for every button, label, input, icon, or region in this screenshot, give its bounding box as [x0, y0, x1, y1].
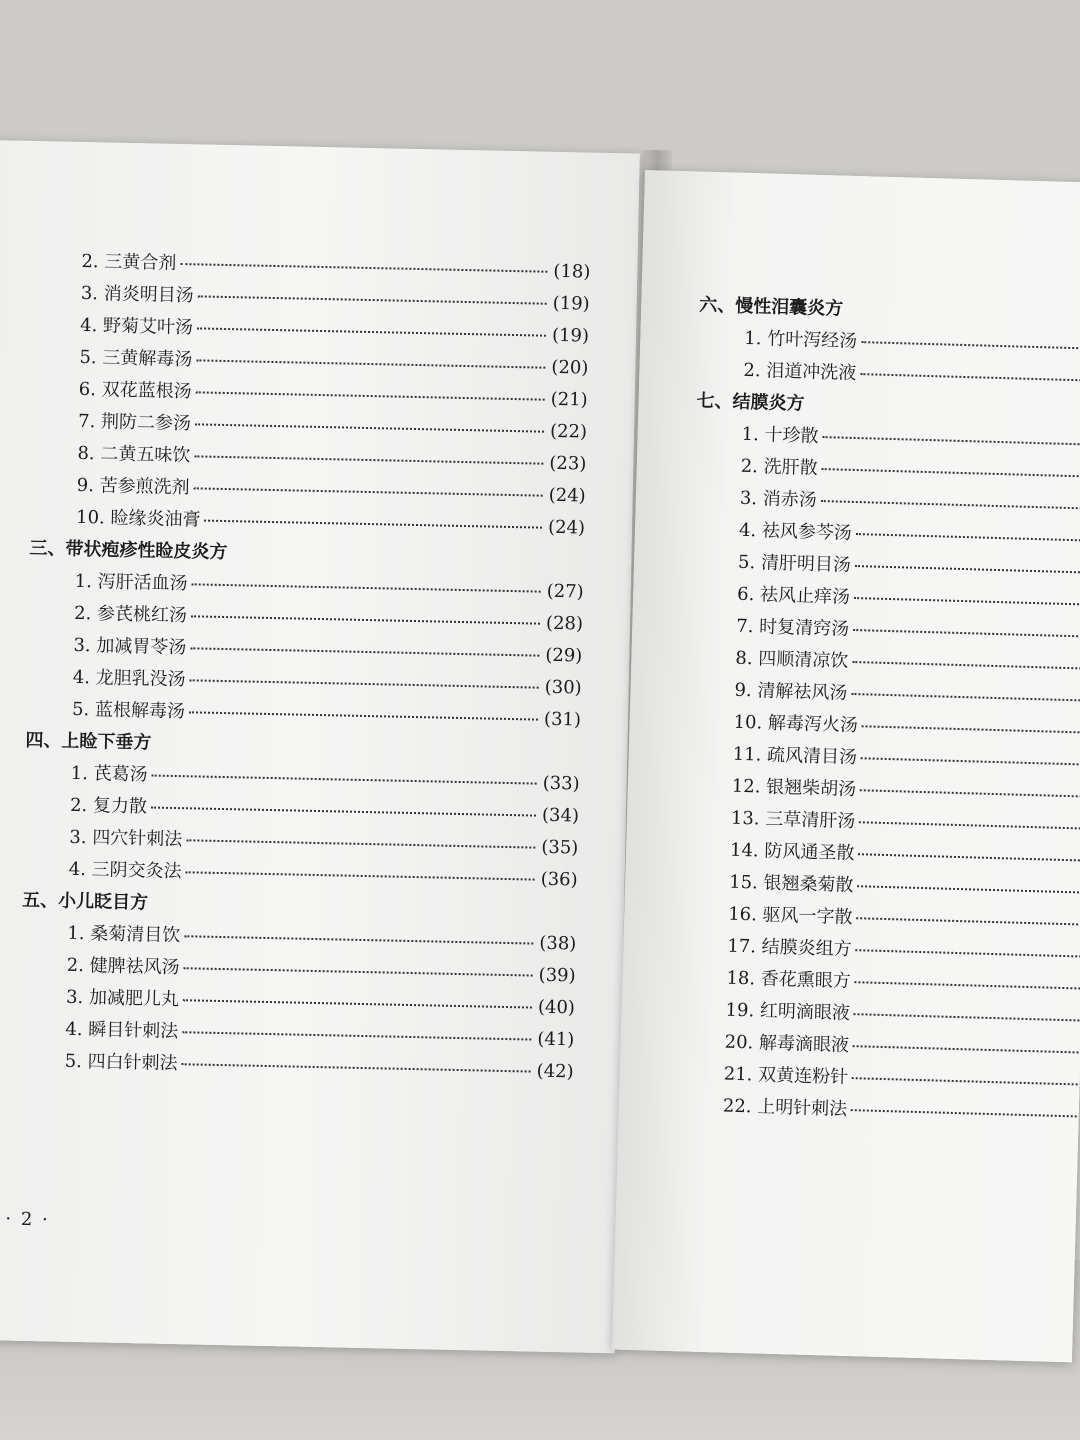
toc-page-number: (28) [545, 612, 584, 635]
toc-page-number: (38) [539, 932, 577, 955]
toc-entry-title: 14. 防风通圣散 [729, 839, 855, 865]
dot-leader [182, 1063, 531, 1072]
dot-leader [860, 373, 1080, 383]
toc-entry-title: 5. 蓝根解毒汤 [71, 698, 186, 723]
dot-leader [183, 999, 532, 1008]
dot-leader [857, 917, 1080, 927]
toc-page-number: (41) [537, 1028, 575, 1051]
page-number: · 2 · [5, 1208, 50, 1231]
dot-leader [151, 807, 536, 817]
toc-entry-title: 1. 竹叶泻经汤 [744, 327, 858, 352]
dot-leader [196, 359, 545, 368]
toc-entry-title: 3. 消炎明目汤 [80, 282, 194, 307]
dot-leader [184, 967, 533, 976]
dot-leader [192, 583, 541, 592]
dot-leader [851, 1109, 1080, 1119]
toc-entry-title: 2. 泪道冲洗液 [743, 359, 857, 384]
dot-leader [856, 533, 1080, 543]
toc-page-number: (19) [551, 324, 590, 347]
toc-page-number: (24) [548, 484, 586, 507]
dot-leader [851, 693, 1080, 703]
toc-page-number: (33) [542, 772, 580, 795]
dot-leader [853, 629, 1080, 639]
toc-entry-title: 9. 苦参煎洗剂 [76, 474, 190, 499]
toc-entry-title: 5. 四白针刺法 [64, 1050, 178, 1075]
dot-leader [859, 821, 1080, 831]
toc-entry-title: 4. 三阴交灸法 [68, 858, 182, 883]
toc-page-number: (23) [549, 452, 587, 475]
toc-entry-title: 15. 银翘桑菊散 [728, 871, 854, 897]
toc-entry-title: 3. 加减肥儿丸 [65, 986, 180, 1011]
toc-entry-title: 2. 健脾祛风汤 [66, 954, 180, 979]
toc-entry-title: 13. 三草清肝汤 [730, 807, 856, 833]
toc-entry-title: 22. 上明针刺法 [722, 1095, 848, 1121]
toc-entry-title: 4. 野菊艾叶汤 [79, 314, 194, 339]
toc-entry-title: 3. 四穴针刺法 [69, 826, 183, 851]
dot-leader [194, 487, 543, 496]
dot-leader [855, 565, 1080, 575]
toc-page-number: (42) [536, 1060, 574, 1083]
toc-entry-title: 1. 桑菊清目饮 [67, 922, 181, 947]
dot-leader [197, 327, 546, 336]
toc-page-number: (18) [553, 260, 591, 283]
toc-entry-title: 三、带状疱疹性睑皮炎方 [29, 537, 228, 564]
toc-entry-title: 10. 解毒泻火汤 [733, 711, 859, 737]
toc-page-number: (22) [549, 420, 588, 443]
toc-entry-title: 6. 祛风止痒汤 [736, 583, 851, 608]
toc-page-number: (29) [545, 644, 583, 667]
dot-leader [198, 295, 547, 304]
dot-leader [853, 1045, 1080, 1055]
toc-entry-title: 16. 驱风一字散 [727, 903, 853, 929]
toc-entry-title: 2. 复力散 [69, 794, 148, 818]
toc-entry-title: 11. 疏风清目汤 [732, 743, 858, 769]
dot-leader [852, 1077, 1080, 1087]
toc-entry-title: 20. 解毒滴眼液 [724, 1031, 850, 1057]
toc-entry-title: 17. 结膜炎组方 [727, 935, 852, 961]
toc-page-number: (20) [551, 356, 589, 379]
right-table-of-contents [676, 290, 1080, 1135]
dot-leader [858, 853, 1080, 863]
toc-page-number: (19) [552, 292, 590, 315]
toc-entry-title: 9. 清解祛风汤 [734, 679, 848, 704]
dot-leader [856, 949, 1080, 959]
toc-entry-title: 七、结膜炎方 [696, 390, 805, 415]
toc-page-number: (24) [547, 516, 586, 539]
toc-entry-title: 4. 瞬目针刺法 [65, 1018, 179, 1043]
dot-leader [182, 1031, 531, 1040]
toc-page-number: (40) [537, 996, 576, 1019]
dot-leader [190, 679, 539, 688]
toc-entry-title: 5. 清肝明目汤 [737, 551, 852, 576]
toc-page-number: (34) [541, 804, 580, 827]
dot-leader [196, 391, 545, 400]
dot-leader [822, 468, 1080, 479]
toc-entry-title: 19. 红明滴眼液 [725, 999, 851, 1025]
dot-leader [184, 935, 533, 944]
toc-entry-title: 3. 加减胃苓汤 [73, 634, 187, 659]
toc-entry-title: 21. 双黄连粉针 [723, 1063, 849, 1089]
toc-entry-title: 3. 消赤汤 [739, 487, 818, 511]
toc-entry-title: 2. 三黄合剂 [81, 250, 177, 274]
dot-leader [190, 647, 539, 656]
toc-entry-title: 12. 银翘柴胡汤 [731, 775, 857, 801]
toc-entry-title: 8. 二黄五味饮 [77, 442, 191, 467]
toc-page-number: (36) [540, 868, 578, 891]
toc-entry-title: 7. 时复清窍汤 [736, 615, 850, 640]
toc-page-number: (39) [538, 964, 576, 987]
toc-entry-title: 2. 洗肝散 [740, 455, 818, 479]
dot-leader [822, 436, 1080, 447]
dot-leader [180, 263, 547, 273]
dot-leader [855, 981, 1080, 991]
toc-entry-title: 10. 睑缘炎油膏 [75, 506, 201, 531]
toc-entry-title: 4. 祛风参芩汤 [738, 519, 853, 544]
dot-leader [194, 455, 543, 464]
dot-leader [204, 520, 542, 529]
dot-leader [861, 757, 1080, 767]
dot-leader [152, 775, 537, 785]
toc-entry-title: 1. 十珍散 [741, 423, 819, 447]
toc-entry-title: 5. 三黄解毒汤 [79, 346, 193, 371]
toc-page-number: (21) [550, 388, 588, 411]
dot-leader [821, 500, 1080, 511]
dot-leader [186, 839, 535, 848]
right-book-page [612, 170, 1080, 1362]
toc-entry-title: 7. 荆防二参汤 [77, 410, 192, 435]
toc-entry-title: 1. 芪葛汤 [70, 762, 148, 786]
toc-page-number: (30) [544, 676, 582, 699]
dot-leader [861, 341, 1080, 351]
toc-entry-title: 8. 四顺清凉饮 [735, 647, 849, 672]
left-table-of-contents [18, 245, 590, 1088]
toc-entry-title: 18. 香花熏眼方 [726, 967, 852, 993]
dot-leader [854, 1013, 1080, 1023]
dot-leader [186, 871, 535, 880]
toc-entry-title: 6. 双花蓝根汤 [78, 378, 192, 403]
left-book-page [0, 140, 640, 1353]
toc-entry-title: 1. 泻肝活血汤 [74, 570, 188, 595]
dot-leader [852, 661, 1080, 671]
toc-page-number: (31) [543, 708, 582, 731]
dot-leader [862, 725, 1080, 735]
toc-entry-title: 2. 参芪桃红汤 [73, 602, 188, 627]
toc-page-number: (35) [541, 836, 579, 859]
dot-leader [189, 711, 538, 720]
toc-page-number: (27) [546, 580, 584, 603]
dot-leader [854, 597, 1080, 607]
toc-entry-title: 4. 龙胆乳没汤 [72, 666, 186, 691]
dot-leader [860, 789, 1080, 799]
toc-entry-title: 五、小儿眨目方 [21, 889, 149, 914]
toc-entry-title: 六、慢性泪囊炎方 [698, 294, 844, 320]
toc-entry-title: 四、上睑下垂方 [25, 729, 152, 754]
dot-leader [195, 423, 544, 432]
dot-leader [191, 615, 540, 624]
dot-leader [857, 885, 1080, 895]
